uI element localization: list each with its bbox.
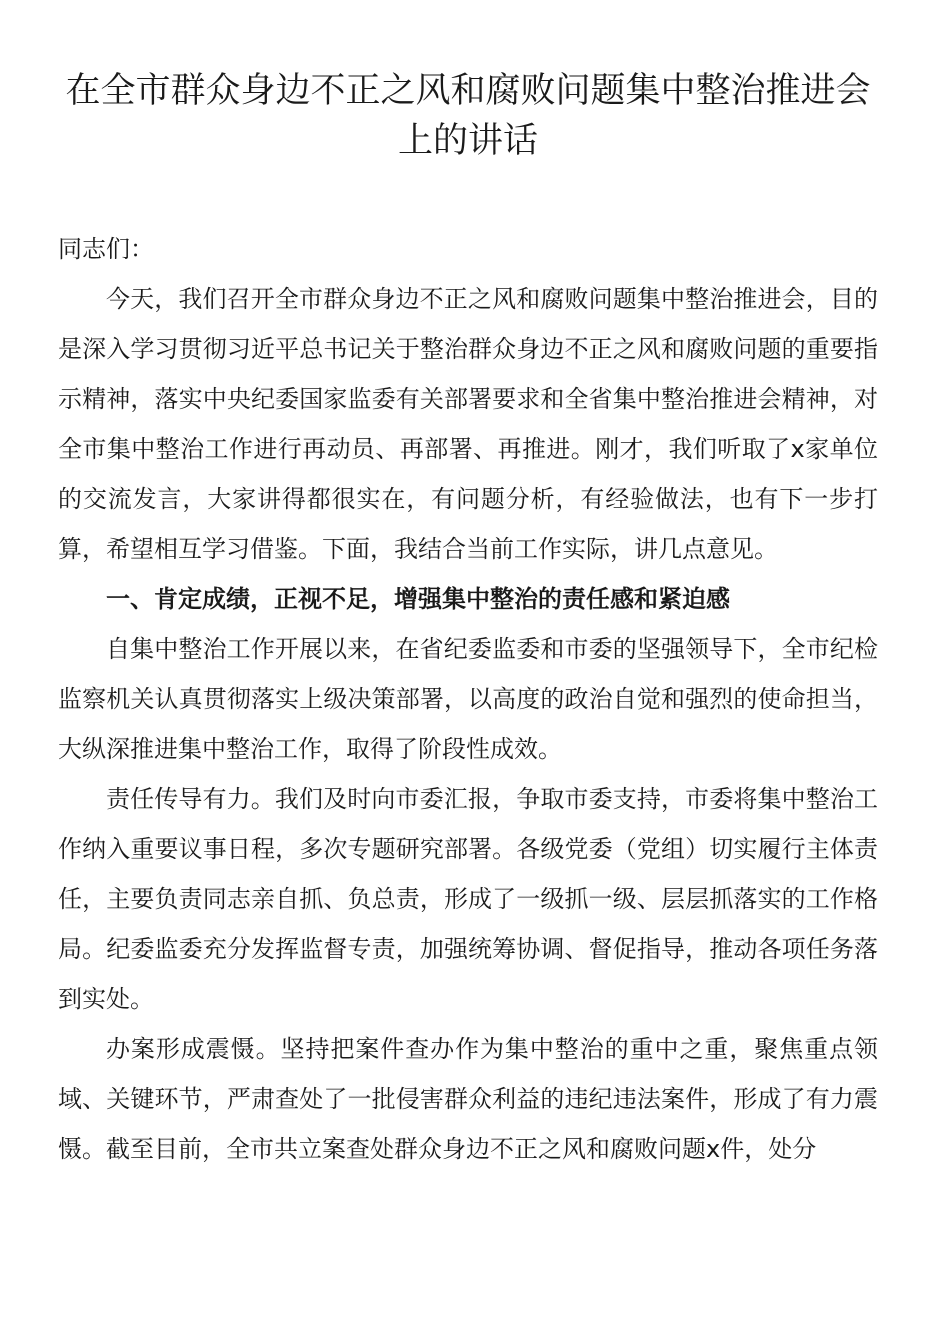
section-paragraph-2: 责任传导有力。我们及时向市委汇报，争取市委支持，市委将集中整治工作纳入重要议事日程，多次专题研究部署。各级党委（党组）切实履行主体责任，主要负责同志亲自抓、负总责，形成了一级抓一级、层层抓落实的工作格局。纪委监委充分发挥监督专责，加强统筹协调、督促指导，推动各项任务落到实处。 — [58, 785, 878, 1013]
intro-paragraph: 今天，我们召开全市群众身边不正之风和腐败问题集中整治推进会，目的是深入学习贯彻习近平总书记关于整治群众身边不正之风和腐败问题的重要指示精神，落实中央纪委国家监委有关部署要求和全省集中整治推进会精神，对全市集中整治工作进行再动员、再部署、再推进。刚才，我们听取了x家单位的交流发言，大家讲得都很实在，有问题分析，有经验做法，也有下一步打算，希望相互学习借鉴。下面，我结合当前工作实际，讲几点意见。 — [58, 285, 878, 563]
section-paragraph-1: 自集中整治工作开展以来，在省纪委监委和市委的坚强领导下，全市纪检监察机关认真贯彻落实上级决策部署，以高度的政治自觉和强烈的使命担当，大纵深推进集中整治工作，取得了阶段性成效。 — [58, 635, 878, 763]
document-page — [58, 66, 878, 1174]
salutation: 同志们： — [58, 235, 154, 263]
document-title: 在全市群众身边不正之风和腐败问题集中整治推进会上的讲话 — [65, 71, 871, 161]
section-heading: 一、肯定成绩，正视不足，增强集中整治的责任感和紧迫感 — [106, 585, 730, 613]
section-paragraph-3: 办案形成震慑。坚持把案件查办作为集中整治的重中之重，聚焦重点领域、关键环节，严肃查处了一批侵害群众利益的违纪违法案件，形成了有力震慑。截至目前，全市共立案查处群众身边不正之风和腐败问题x件，处分 — [58, 1035, 878, 1163]
